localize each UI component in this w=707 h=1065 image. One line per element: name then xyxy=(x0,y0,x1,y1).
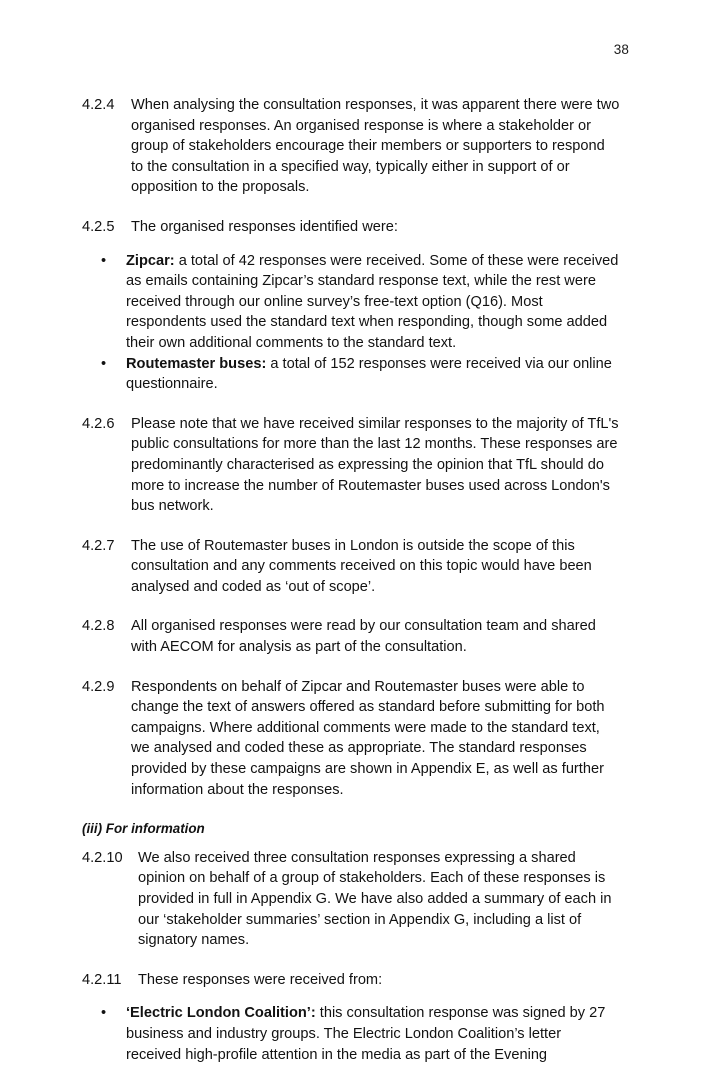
clause-4-2-8 xyxy=(82,616,620,657)
clause-number: 4.2.8 xyxy=(82,618,115,635)
bullet-icon: • xyxy=(101,1005,107,1022)
clause-number: 4.2.4 xyxy=(82,97,115,113)
list-item-lead: Zipcar: xyxy=(126,252,175,269)
clause-4-2-11 xyxy=(82,970,620,991)
clause-text: Respondents on behalf of Zipcar and Routemaster buses were able to change the text of answers offered as standard before submitting for both campaigns. Where additional comments were made to the standard text, we analysed and coded these as appropriate. The standard responses provided by these campaigns are shown in Appendix E, as well as further information about the responses. xyxy=(131,678,605,798)
list-item-lead: ‘Electric London Coalition’: xyxy=(126,1005,316,1022)
clause-number: 4.2.6 xyxy=(82,415,115,432)
clause-text: The organised responses identified were: xyxy=(131,218,398,235)
list-item-text: this consultation response was signed by 27 business and industry groups. The Electric London Coalition’s letter received high-profile attention in the media as part of the Evening xyxy=(126,1005,606,1063)
clause-number: 4.2.10 xyxy=(82,849,123,866)
clause-4-2-7 xyxy=(82,536,620,598)
clause-text: When analysing the consultation responses, it was apparent there were two organised responses. An organised response is where a stakeholder or group of stakeholders encourage their members or supporters to respond to the consultation in a specified way, typically either in support of or opposition to the proposals. xyxy=(131,97,620,196)
received-from-list xyxy=(82,1003,620,1065)
clause-text: Please note that we have received similar responses to the majority of TfL's public consultations for more than the last 12 months. These responses are predominantly characterised as expressing the opinion that TfL should do more to increase the number of Routemaster buses used across London's bus network. xyxy=(131,415,619,515)
page-number: 38 xyxy=(613,42,629,57)
list-item xyxy=(101,354,620,395)
clause-text: These responses were received from: xyxy=(138,971,383,988)
page-content xyxy=(82,95,620,1065)
clause-number: 4.2.5 xyxy=(82,218,115,235)
list-item-lead: Routemaster buses: xyxy=(126,355,267,372)
bullet-icon: • xyxy=(101,355,107,372)
list-item-text: a total of 42 responses were received. Some of these were received as emails containing Zipcar’s standard response text, while the rest were received through our online survey’s free-text option (Q16). Most respondents used the standard text when responding, though some added their own additional comments to the standard text. xyxy=(126,252,619,351)
clause-4-2-9 xyxy=(82,677,620,801)
clause-number: 4.2.11 xyxy=(82,971,122,988)
clause-text: The use of Routemaster buses in London is outside the scope of this consultation and any comments received on this topic would have been analysed and coded as ‘out of scope’. xyxy=(131,537,592,595)
clause-number: 4.2.9 xyxy=(82,678,115,695)
list-item-text: a total of 152 responses were received via our online questionnaire. xyxy=(126,355,612,393)
clause-text: All organised responses were read by our consultation team and shared with AECOM for analysis as part of the consultation. xyxy=(131,618,596,656)
organised-responses-list xyxy=(82,251,620,395)
clause-4-2-4 xyxy=(82,95,620,198)
section-heading: (iii) For information xyxy=(82,821,205,837)
clause-4-2-5 xyxy=(82,217,620,238)
list-item xyxy=(101,1003,620,1065)
clause-text: We also received three consultation responses expressing a shared opinion on behalf of a group of stakeholders. Each of these responses is provided in full in Appendix G. We have also added a summary of each in our ‘stakeholder summaries’ section in Appendix G, including a list of signatory names. xyxy=(138,849,612,949)
clause-4-2-10 xyxy=(82,848,620,951)
clause-4-2-6 xyxy=(82,414,620,517)
list-item xyxy=(101,251,620,354)
bullet-icon: • xyxy=(101,252,107,269)
clause-number: 4.2.7 xyxy=(82,537,115,554)
